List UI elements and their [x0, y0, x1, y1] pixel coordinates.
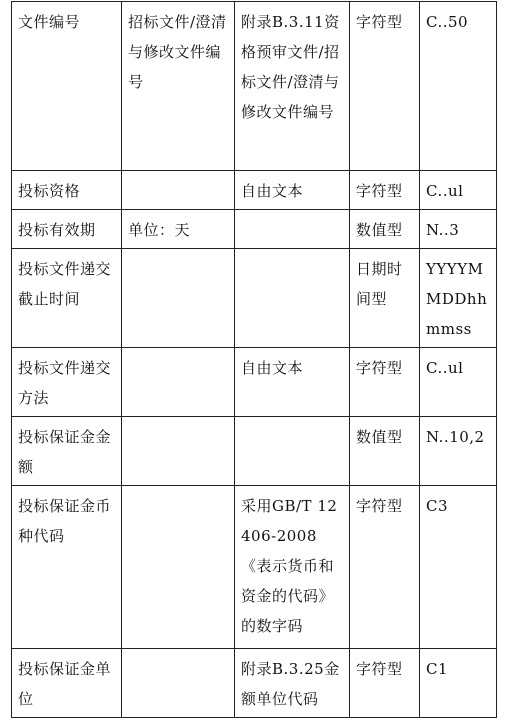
element-constraint-cell: 附录B.3.11资格预审文件/招标文件/澄清与修改文件编号: [235, 2, 350, 171]
element-format-cell: C3: [420, 486, 497, 649]
element-name-cell: 投标保证金单位: [12, 649, 122, 718]
element-constraint-cell: 自由文本: [235, 171, 350, 210]
element-name-cell: 投标保证金币种代码: [12, 486, 122, 649]
element-note-cell: 单位：天: [122, 210, 235, 249]
element-format-cell: C..ul: [420, 171, 497, 210]
table-row: [12, 649, 497, 718]
table-row: [12, 210, 497, 249]
element-datatype-cell: 字符型: [350, 649, 420, 718]
element-datatype-cell: 字符型: [350, 348, 420, 417]
element-datatype-cell: 数值型: [350, 210, 420, 249]
table-row: [12, 2, 497, 171]
element-note-cell: [122, 348, 235, 417]
element-format-cell: C1: [420, 649, 497, 718]
element-datatype-cell: 字符型: [350, 486, 420, 649]
table-row: [12, 249, 497, 348]
element-note-cell: [122, 171, 235, 210]
element-name-cell: 投标文件递交方法: [12, 348, 122, 417]
element-datatype-cell: 日期时间型: [350, 249, 420, 348]
element-note-cell: [122, 249, 235, 348]
element-name-cell: 投标有效期: [12, 210, 122, 249]
element-datatype-cell: 字符型: [350, 171, 420, 210]
element-constraint-cell: 自由文本: [235, 348, 350, 417]
element-note-cell: [122, 486, 235, 649]
element-format-cell: N..3: [420, 210, 497, 249]
element-constraint-cell: [235, 417, 350, 486]
element-constraint-cell: [235, 249, 350, 348]
element-constraint-cell: 附录B.3.25金额单位代码: [235, 649, 350, 718]
element-format-cell: C..ul: [420, 348, 497, 417]
element-name-cell: 投标文件递交截止时间: [12, 249, 122, 348]
element-note-cell: [122, 417, 235, 486]
element-datatype-cell: 数值型: [350, 417, 420, 486]
data-element-table: [11, 1, 497, 718]
element-name-cell: 投标资格: [12, 171, 122, 210]
element-note-cell: [122, 649, 235, 718]
table-row: [12, 348, 497, 417]
element-datatype-cell: 字符型: [350, 2, 420, 171]
element-format-cell: YYYYMMDDhhmmss: [420, 249, 497, 348]
table-row: [12, 171, 497, 210]
element-note-cell: 招标文件/澄清与修改文件编号: [122, 2, 235, 171]
table-row: [12, 417, 497, 486]
element-name-cell: 投标保证金金额: [12, 417, 122, 486]
element-format-cell: C..50: [420, 2, 497, 171]
element-format-cell: N..10,2: [420, 417, 497, 486]
element-constraint-cell: [235, 210, 350, 249]
table-row: [12, 486, 497, 649]
element-name-cell: 文件编号: [12, 2, 122, 171]
element-constraint-cell: 采用GB/T 12406-2008《表示货币和资金的代码》的数字码: [235, 486, 350, 649]
